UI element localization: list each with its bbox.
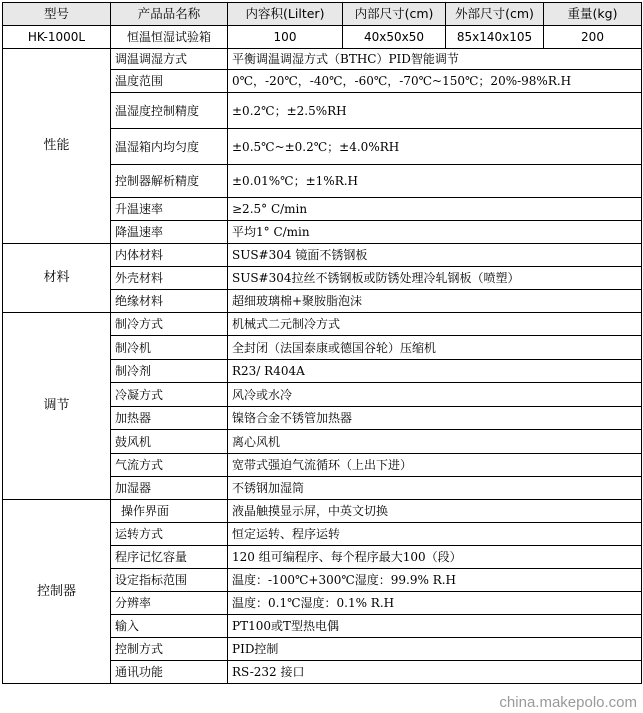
spec-value: ±0.2℃；±2.5%RH [228, 93, 642, 129]
spec-row [3, 313, 642, 336]
spec-value: 不锈钢加湿筒 [228, 477, 642, 500]
product-model: HK-1000L [3, 26, 111, 49]
spec-value: PT100或T型热电偶 [228, 615, 642, 638]
spec-value: 恒定运转、程序运转 [228, 523, 642, 546]
spec-name: 制冷方式 [111, 313, 228, 336]
spec-value: 超细玻璃棉+聚胺脂泡沫 [228, 290, 642, 313]
spec-name: 控制方式 [111, 638, 228, 661]
spec-name: 温度范围 [111, 70, 228, 93]
section-label-regulation: 调节 [3, 313, 111, 500]
spec-value: 镍铬合金不锈管加热器 [228, 407, 642, 430]
spec-table [2, 2, 642, 684]
spec-value: 温度：0.1℃湿度：0.1% R.H [228, 592, 642, 615]
spec-name: 气流方式 [111, 454, 228, 477]
spec-name: 加热器 [111, 407, 228, 430]
spec-value: R23/ R404A [228, 360, 642, 383]
spec-value: ±0.5℃~±0.2℃；±4.0%RH [228, 129, 642, 165]
spec-value: 温度：-100℃+300℃湿度：99.9% R.H [228, 569, 642, 592]
spec-value: 风冷或水冷 [228, 383, 642, 407]
section-label-performance: 性能 [3, 49, 111, 244]
spec-value: SUS#304拉丝不锈钢板或防锈处理冷轧钢板（喷塑） [228, 267, 642, 290]
spec-row [3, 500, 642, 523]
header-row [3, 3, 642, 26]
header-outer-size: 外部尺寸(cm) [446, 3, 544, 26]
watermark: china.makepolo.com [499, 694, 637, 711]
spec-value: 机械式二元制冷方式 [228, 313, 642, 336]
spec-name: 温湿度控制精度 [111, 93, 228, 129]
spec-name: 设定指标范围 [111, 569, 228, 592]
section-label-material: 材料 [3, 244, 111, 313]
spec-name: 调温调湿方式 [111, 49, 228, 70]
spec-name: 升温速率 [111, 198, 228, 221]
header-weight: 重量(kg) [544, 3, 642, 26]
spec-value: SUS#304 镜面不锈钢板 [228, 244, 642, 267]
spec-name: 冷凝方式 [111, 383, 228, 407]
spec-value: 离心风机 [228, 430, 642, 454]
spec-value: PID控制 [228, 638, 642, 661]
spec-name: 鼓风机 [111, 430, 228, 454]
spec-name: 绝缘材料 [111, 290, 228, 313]
product-row [3, 26, 642, 49]
spec-row [3, 244, 642, 267]
spec-name: 程序记忆容量 [111, 546, 228, 569]
spec-name: 加湿器 [111, 477, 228, 500]
spec-row [3, 49, 642, 70]
spec-value: ±0.01%℃；±1%R.H [228, 165, 642, 198]
spec-name: 运转方式 [111, 523, 228, 546]
spec-value: RS-232 接口 [228, 661, 642, 684]
header-product-name: 产品品名称 [111, 3, 228, 26]
product-outer-size: 85x140x105 [446, 26, 544, 49]
product-weight: 200 [544, 26, 642, 49]
header-model: 型号 [3, 3, 111, 26]
spec-value: 0℃，-20℃，-40℃，-60℃，-70℃~150℃；20%-98%R.H [228, 70, 642, 93]
spec-name: 内体材料 [111, 244, 228, 267]
spec-name: 通讯功能 [111, 661, 228, 684]
spec-name: 操作界面 [111, 500, 228, 523]
spec-value: 全封闭（法国泰康或德国谷轮）压缩机 [228, 336, 642, 360]
spec-name: 控制器解析精度 [111, 165, 228, 198]
spec-name: 制冷剂 [111, 360, 228, 383]
product-name: 恒温恒湿试验箱 [111, 26, 228, 49]
spec-value: ≥2.5° C/min [228, 198, 642, 221]
spec-value: 平衡调温调湿方式（BTHC）PID智能调节 [228, 49, 642, 70]
spec-value: 120 组可编程序、每个程序最大100（段） [228, 546, 642, 569]
product-volume: 100 [228, 26, 343, 49]
spec-name: 外壳材料 [111, 267, 228, 290]
spec-name: 温湿箱内均匀度 [111, 129, 228, 165]
spec-name: 制冷机 [111, 336, 228, 360]
header-inner-size: 内部尺寸(cm) [343, 3, 446, 26]
spec-value: 平均1° C/min [228, 221, 642, 244]
spec-value: 宽带式强迫气流循环（上出下进） [228, 454, 642, 477]
section-label-controller: 控制器 [3, 500, 111, 684]
product-inner-size: 40x50x50 [343, 26, 446, 49]
spec-name: 降温速率 [111, 221, 228, 244]
spec-value: 液晶触摸显示屏，中英文切换 [228, 500, 642, 523]
spec-name: 分辨率 [111, 592, 228, 615]
header-volume: 内容积(Lilter) [228, 3, 343, 26]
spec-name: 输入 [111, 615, 228, 638]
